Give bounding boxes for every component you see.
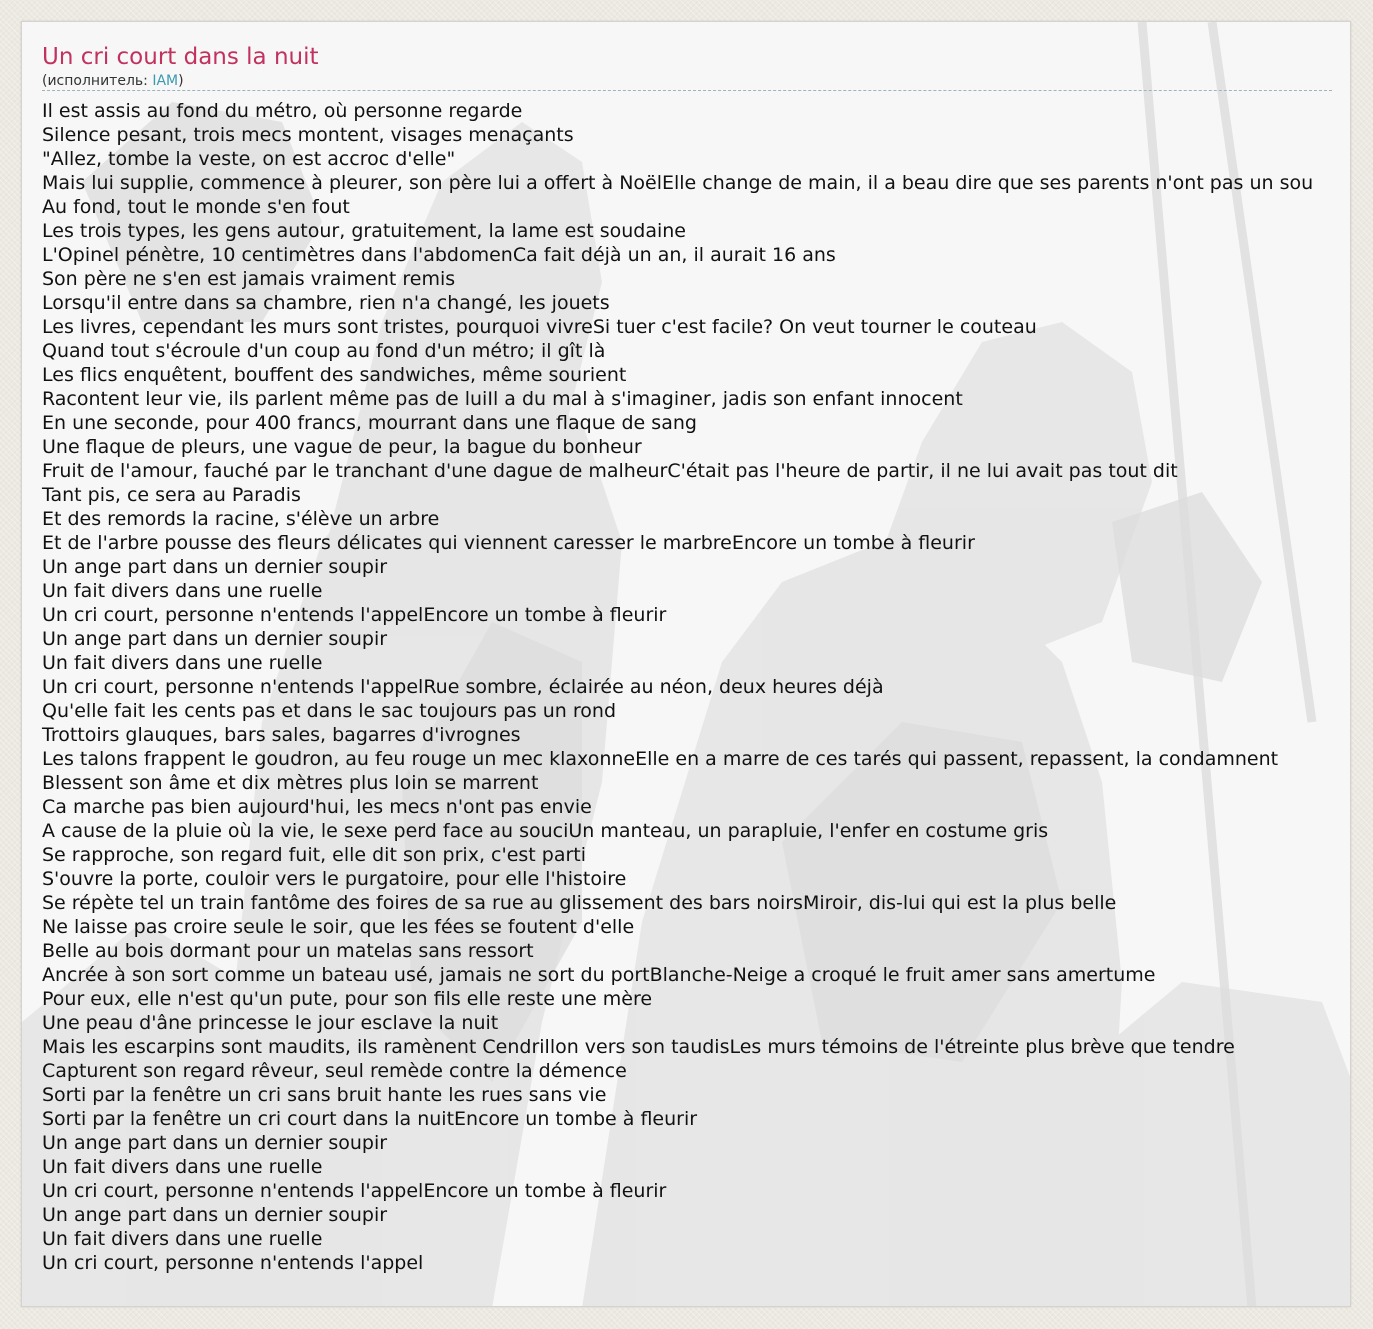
lyric-line: Les trois types, les gens autour, gratuitement, la lame est soudaine — [42, 220, 686, 242]
song-title: Un cri court dans la nuit — [42, 44, 319, 70]
lyric-line: Il est assis au fond du métro, où personne regarde — [42, 100, 523, 122]
lyric-line: Un ange part dans un dernier soupir — [42, 1204, 388, 1226]
lyric-line: Blessent son âme et dix mètres plus loin se marrent — [42, 772, 539, 794]
lyric-line: Mais lui supplie, commence à pleurer, son père lui a offert à NoëlElle change de main, il a beau dire que ses parents n'ont pas un sou — [42, 172, 1314, 194]
lyric-line: Un cri court, personne n'entends l'appelEncore un tombe à fleurir — [42, 1180, 667, 1202]
lyric-line: L'Opinel pénètre, 10 centimètres dans l'abdomenCa fait déjà un an, il aurait 16 ans — [42, 244, 836, 266]
artist-line — [42, 72, 1351, 90]
lyric-line: Qu'elle fait les cents pas et dans le sac toujours pas un rond — [42, 700, 617, 722]
lyric-line: Au fond, tout le monde s'en fout — [42, 196, 350, 218]
lyric-line: Les flics enquêtent, bouffent des sandwiches, même sourient — [42, 364, 627, 386]
lyric-line: Capturent son regard rêveur, seul remède contre la démence — [42, 1060, 627, 1082]
lyric-line: Sorti par la fenêtre un cri court dans la nuitEncore un tombe à fleurir — [42, 1108, 698, 1130]
lyric-line: Un ange part dans un dernier soupir — [42, 628, 388, 650]
lyrics-list — [42, 99, 1351, 1275]
lyric-line: Un cri court, personne n'entends l'appelRue sombre, éclairée au néon, deux heures déjà — [42, 676, 884, 698]
lyric-line: En une seconde, pour 400 francs, mourrant dans une flaque de sang — [42, 412, 697, 434]
lyric-line: Belle au bois dormant pour un matelas sans ressort — [42, 940, 534, 962]
lyric-line: Racontent leur vie, ils parlent même pas de luiIl a du mal à s'imaginer, jadis son enfant innocent — [42, 388, 963, 410]
lyric-line: Ancrée à son sort comme un bateau usé, jamais ne sort du portBlanche-Neige a croqué le fruit amer sans amertume — [42, 964, 1156, 986]
lyric-line: Un cri court, personne n'entends l'appelEncore un tombe à fleurir — [42, 604, 667, 626]
lyric-line: Lorsqu'il entre dans sa chambre, rien n'a changé, les jouets — [42, 292, 610, 314]
lyric-line: "Allez, tombe la veste, on est accroc d'elle" — [42, 148, 456, 170]
lyric-line: Trottoirs glauques, bars sales, bagarres d'ivrognes — [42, 724, 521, 746]
lyric-line: Quand tout s'écroule d'un coup au fond d'un métro; il gît là — [42, 340, 606, 362]
lyric-line: Silence pesant, trois mecs montent, visages menaçants — [42, 124, 574, 146]
lyric-line: Une flaque de pleurs, une vague de peur, la bague du bonheur — [42, 436, 642, 458]
lyric-line: Un cri court, personne n'entends l'appel — [42, 1252, 424, 1274]
lyric-line: Une peau d'âne princesse le jour esclave la nuit — [42, 1012, 499, 1034]
lyric-line: Un fait divers dans une ruelle — [42, 1156, 323, 1178]
lyric-line: Les livres, cependant les murs sont tristes, pourquoi vivreSi tuer c'est facile? On veut tourner le couteau — [42, 316, 1037, 338]
lyric-line: Se rapproche, son regard fuit, elle dit son prix, c'est parti — [42, 844, 587, 866]
lyric-line: A cause de la pluie où la vie, le sexe perd face au souciUn manteau, un parapluie, l'enfer en costume gris — [42, 820, 1049, 842]
lyric-line: Fruit de l'amour, fauché par le tranchant d'une dague de malheurC'était pas l'heure de partir, il ne lui avait pas tout dit — [42, 460, 1178, 482]
lyric-line: Un ange part dans un dernier soupir — [42, 1132, 388, 1154]
lyric-line: S'ouvre la porte, couloir vers le purgatoire, pour elle l'histoire — [42, 868, 627, 890]
lyric-line: Et des remords la racine, s'élève un arbre — [42, 508, 440, 530]
lyric-line: Son père ne s'en est jamais vraiment remis — [42, 268, 456, 290]
lyric-line: Tant pis, ce sera au Paradis — [42, 484, 301, 506]
artist-prefix: (исполнитель: — [42, 73, 153, 89]
lyric-line: Mais les escarpins sont maudits, ils ramènent Cendrillon vers son taudisLes murs témoins de l'étreinte plus brève que tendre — [42, 1036, 1235, 1058]
lyric-line: Pour eux, elle n'est qu'un pute, pour son fils elle reste une mère — [42, 988, 653, 1010]
lyric-line: Un ange part dans un dernier soupir — [42, 556, 388, 578]
lyric-line: Les talons frappent le goudron, au feu rouge un mec klaxonneElle en a marre de ces tarés qui passent, repassent, la condamnent — [42, 748, 1279, 770]
lyric-line: Sorti par la fenêtre un cri sans bruit hante les rues sans vie — [42, 1084, 607, 1106]
lyric-line: Un fait divers dans une ruelle — [42, 652, 323, 674]
lyrics-card — [21, 21, 1351, 1307]
lyric-line: Et de l'arbre pousse des fleurs délicates qui viennent caresser le marbreEncore un tombe à fleurir — [42, 532, 975, 554]
title-divider — [42, 90, 1332, 91]
lyric-line: Un fait divers dans une ruelle — [42, 1228, 323, 1250]
lyric-line: Se répète tel un train fantôme des foires de sa rue au glissement des bars noirsMiroir, dis-lui qui est la plus belle — [42, 892, 1117, 914]
lyric-line: Ne laisse pas croire seule le soir, que les fées se foutent d'elle — [42, 916, 635, 938]
artist-link[interactable]: IAM — [152, 73, 179, 89]
lyric-line: Ca marche pas bien aujourd'hui, les mecs n'ont pas envie — [42, 796, 592, 818]
lyric-line: Un fait divers dans une ruelle — [42, 580, 323, 602]
song-content — [42, 42, 1351, 1275]
artist-suffix: ) — [178, 73, 184, 89]
